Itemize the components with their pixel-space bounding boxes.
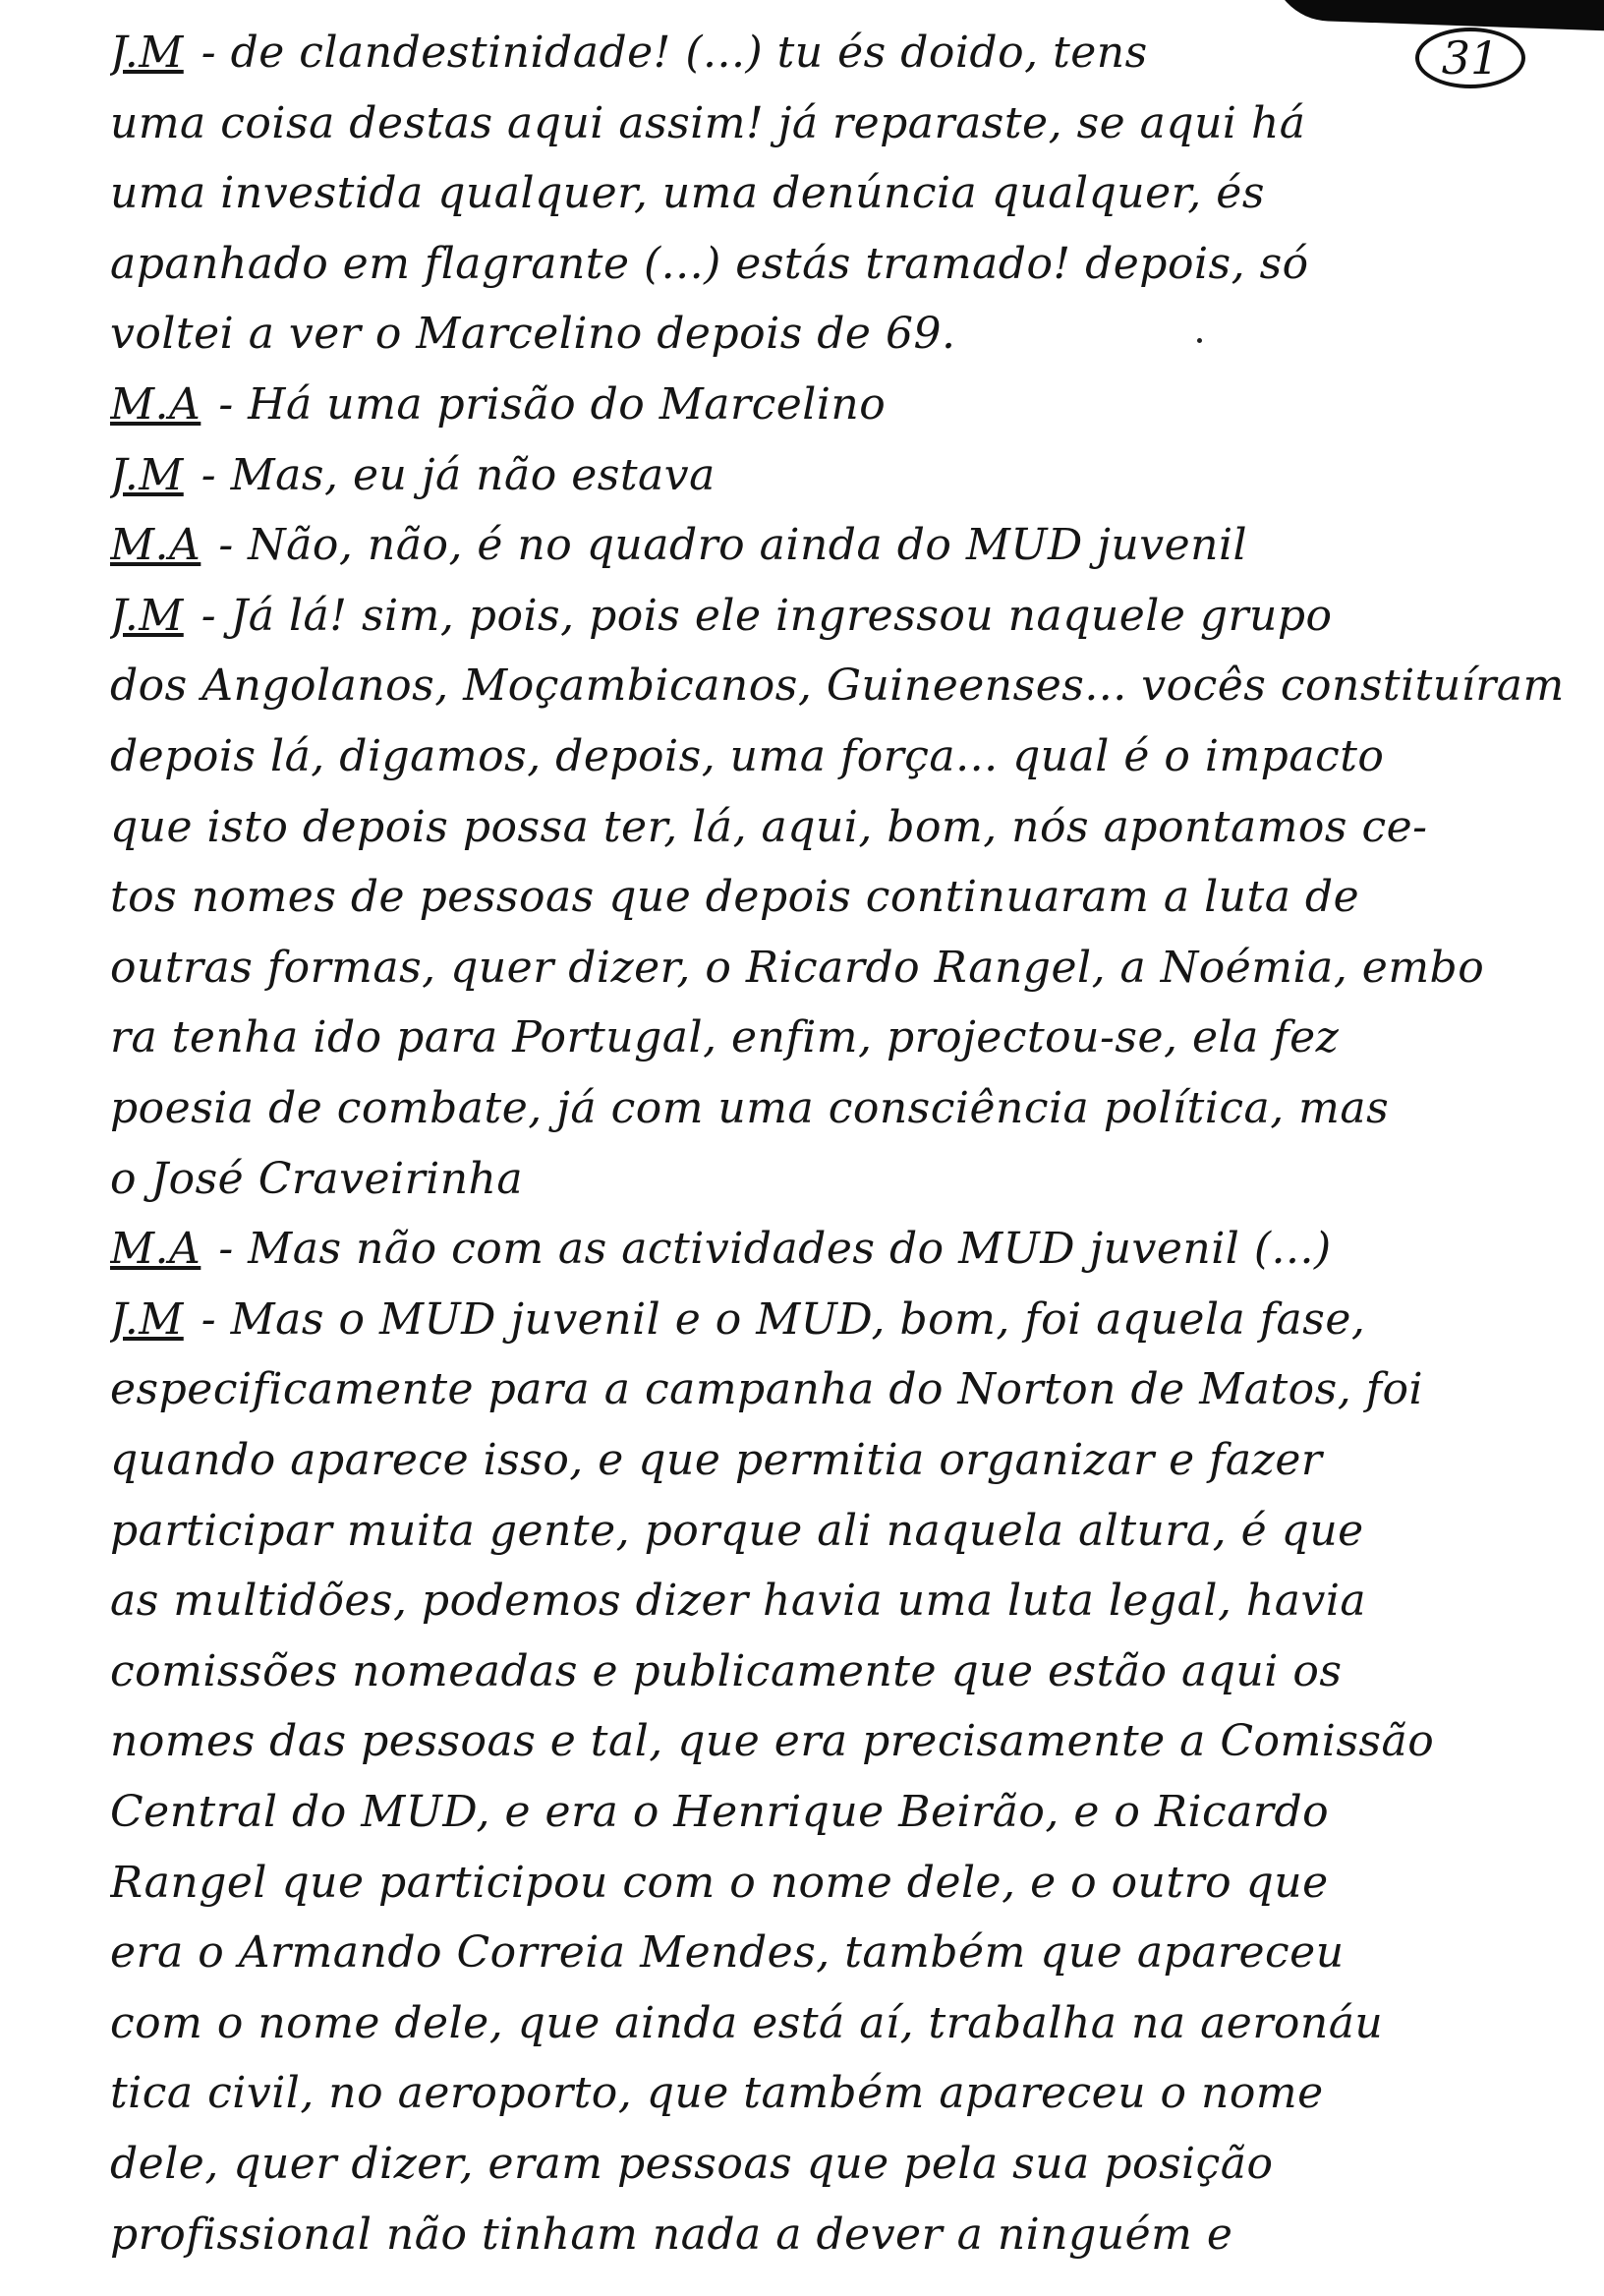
line-text: ra tenha ido para Portugal, enfim, projectou-se, ela fez (110, 1012, 1340, 1063)
line-text: participar muita gente, porque ali naquela altura, é que (110, 1505, 1364, 1556)
line-text: dos Angolanos, Moçambicanos, Guineenses... vocês constituíram (110, 660, 1565, 712)
line-text: apanhado em flagrante (...) estás tramado! depois, só (110, 238, 1309, 289)
speaker-label: J.M (110, 1293, 184, 1345)
line-text: especificamente para a campanha do Norton de Matos, foi (110, 1364, 1424, 1415)
speaker-label: M.A (110, 1224, 201, 1275)
page-number: 31 (1415, 28, 1525, 88)
line-text: depois lá, digamos, depois, uma força... qual é o impacto (110, 731, 1385, 781)
line-text: uma coisa destas aqui assim! já reparaste, se aqui há (110, 97, 1306, 148)
line-text: tos nomes de pessoas que depois continuaram a luta de (110, 872, 1360, 923)
transcript-line (110, 2206, 1565, 2288)
line-text: quando aparece isso, e que permitia organizar e fazer (110, 1435, 1323, 1485)
speaker-label: J.M (110, 28, 184, 78)
line-text: Central do MUD, e era o Henrique Beirão, e o Ricardo (110, 1787, 1330, 1837)
line-text: - de clandestinidade! (...) tu és doido, tens (200, 28, 1148, 78)
line-text: uma investida qualquer, uma denúncia qualquer, és (110, 168, 1265, 219)
line-text: comissões nomeadas e publicamente que estão aqui os (110, 1645, 1343, 1696)
line-text: era o Armando Correia Mendes, também que apareceu (110, 1927, 1345, 1979)
line-text: - Já lá! sim, pois, pois ele ingressou naquele grupo (200, 590, 1333, 641)
speaker-label: M.A (110, 379, 201, 430)
speaker-label: M.A (110, 520, 201, 571)
line-text: poesia de combate, já com uma consciência política, mas (110, 1083, 1390, 1133)
line-text: dele, quer dizer, eram pessoas que pela sua posição (110, 2139, 1274, 2189)
line-text: as multidões, podemos dizer havia uma luta legal, havia (110, 1576, 1367, 1627)
line-text: Rangel que participou com o nome dele, e o outro que (110, 1857, 1329, 1908)
line-text: tica civil, no aeroporto, que também apareceu o nome (110, 2068, 1324, 2119)
line-text: nomes das pessoas e tal, que era precisamente a Comissão (110, 1716, 1435, 1767)
line-text: - Mas o MUD juvenil e o MUD, bom, foi aquela fase, (200, 1293, 1366, 1345)
line-text: - Há uma prisão do Marcelino (218, 379, 887, 430)
line-text: profissional não tinham nada a dever a ninguém e (110, 2209, 1233, 2260)
line-text: que isto depois possa ter, lá, aqui, bom, nós apontamos ce- (110, 801, 1428, 852)
line-text: outras formas, quer dizer, o Ricardo Rangel, a Noémia, embo (110, 942, 1485, 993)
line-text: - Mas não com as actividades do MUD juvenil (...) (218, 1224, 1332, 1275)
line-text: o José Craveirinha (110, 1153, 524, 1204)
line-text: voltei a ver o Marcelino depois de 69. (110, 309, 956, 360)
speaker-label: J.M (110, 449, 184, 500)
line-text: - Não, não, é no quadro ainda do MUD juvenil (218, 520, 1248, 571)
line-text: - Mas, eu já não estava (200, 449, 716, 500)
speaker-label: J.M (110, 590, 184, 641)
line-text: com o nome dele, que ainda está aí, trabalha na aeronáu (110, 1997, 1384, 2048)
